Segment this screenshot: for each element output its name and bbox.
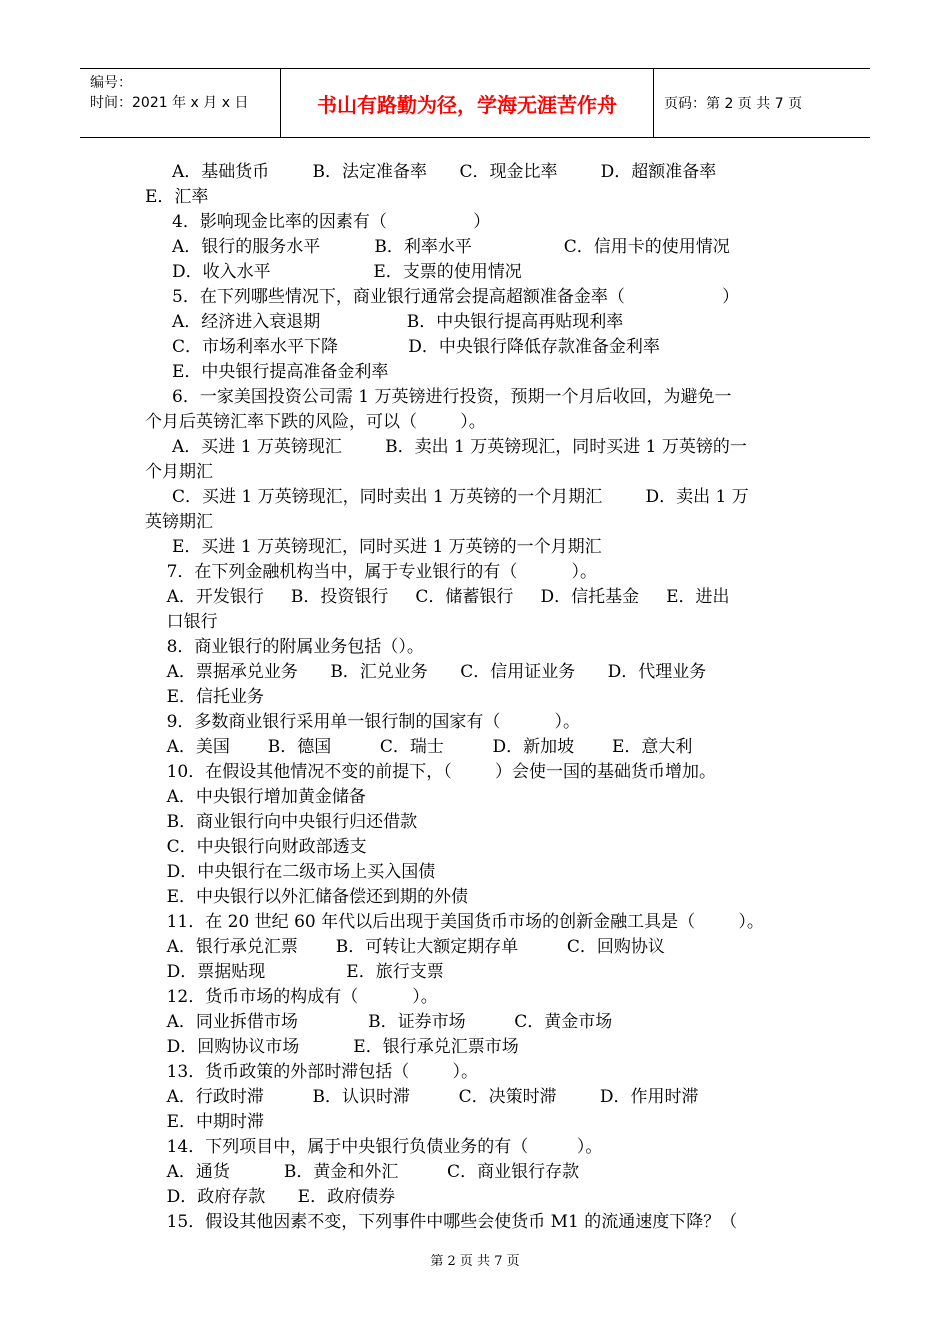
- text-line: 10．在假设其他情况不变的前提下，（ ）会使一国的基础货币增加。: [145, 762, 716, 782]
- text-line: 口银行: [145, 612, 218, 632]
- page-header: [80, 68, 870, 138]
- text-line: A．经济进入衰退期 B．中央银行提高再贴现利率: [145, 312, 624, 332]
- text-line: A．开发银行 B．投资银行 C．储蓄银行 D．信托基金 E．进出: [145, 587, 730, 607]
- text-line: 13．货币政策的外部时滞包括（ ）。: [145, 1062, 478, 1082]
- text-line: 11．在 20 世纪 60 年代以后出现于美国货币市场的创新金融工具是（ ）。: [145, 912, 764, 932]
- header-page-number: 页码：第 2 页 共 7 页: [664, 96, 803, 112]
- text-line: E．信托业务: [145, 687, 265, 707]
- text-line: A．行政时滞 B．认识时滞 C．决策时滞 D．作用时滞: [145, 1087, 699, 1107]
- header-motto: 书山有路勤为径，学海无涯苦作舟: [281, 69, 654, 137]
- text-line: E．汇率: [145, 187, 209, 207]
- text-line: D．政府存款 E．政府债券: [145, 1187, 396, 1207]
- text-line: A．基础货币 B．法定准备率 C．现金比率 D．超额准备率: [145, 162, 717, 182]
- text-line: 个月期汇: [145, 462, 213, 482]
- text-line: A．中央银行增加黄金储备: [145, 787, 366, 807]
- text-line: A．票据承兑业务 B．汇兑业务 C．信用证业务 D．代理业务: [145, 662, 707, 682]
- text-line: E．买进 1 万英镑现汇，同时买进 1 万英镑的一个月期汇: [145, 537, 602, 557]
- text-line: E．中央银行以外汇储备偿还到期的外债: [145, 887, 469, 907]
- text-line: D．中央银行在二级市场上买入国债: [145, 862, 436, 882]
- text-line: 15．假设其他因素不变，下列事件中哪些会使货币 M1 的流通速度下降？（: [145, 1212, 738, 1232]
- document-date: 时间：2021 年 x 月 x 日: [90, 95, 249, 111]
- text-line: E．中期时滞: [145, 1112, 265, 1132]
- text-line: D．回购协议市场 E．银行承兑汇票市场: [145, 1037, 519, 1057]
- page-footer: 第 2 页 共 7 页: [430, 1254, 520, 1269]
- text-line: C．买进 1 万英镑现汇，同时卖出 1 万英镑的一个月期汇 D．卖出 1 万: [145, 487, 749, 507]
- text-line: D．收入水平 E．支票的使用情况: [145, 262, 522, 282]
- text-line: 12．货币市场的构成有（ ）。: [145, 987, 438, 1007]
- text-line: C．中央银行向财政部透支: [145, 837, 367, 857]
- text-line: 9．多数商业银行采用单一银行制的国家有（ ）。: [145, 712, 580, 732]
- document-number-label: 编号：: [90, 75, 132, 91]
- text-line: A．同业拆借市场 B．证券市场 C．黄金市场: [145, 1012, 613, 1032]
- text-line: 14．下列项目中，属于中央银行负债业务的有（ ）。: [145, 1137, 603, 1157]
- header-meta: [80, 69, 281, 137]
- text-line: 英镑期汇: [145, 512, 213, 532]
- text-line: 5．在下列哪些情况下，商业银行通常会提高超额准备金率（ ）: [145, 287, 740, 307]
- text-line: A．买进 1 万英镑现汇 B．卖出 1 万英镑现汇，同时买进 1 万英镑的一: [145, 437, 747, 457]
- text-line: B．商业银行向中央银行归还借款: [145, 812, 418, 832]
- document-body: [145, 160, 810, 1235]
- text-line: 6．一家美国投资公司需 1 万英镑进行投资，预期一个月后收回，为避免一: [145, 387, 732, 407]
- text-line: E．中央银行提高准备金利率: [145, 362, 389, 382]
- text-line: A．银行承兑汇票 B．可转让大额定期存单 C．回购协议: [145, 937, 665, 957]
- text-line: 8．商业银行的附属业务包括（）。: [145, 637, 424, 657]
- text-line: 个月后英镑汇率下跌的风险，可以（ ）。: [145, 412, 486, 432]
- text-line: A．银行的服务水平 B．利率水平 C．信用卡的使用情况: [145, 237, 730, 257]
- text-line: A．美国 B．德国 C．瑞士 D．新加坡 E．意大利: [145, 737, 693, 757]
- text-line: D．票据贴现 E．旅行支票: [145, 962, 444, 982]
- text-line: A．通货 B．黄金和外汇 C．商业银行存款: [145, 1162, 580, 1182]
- text-line: 7．在下列金融机构当中，属于专业银行的有（ ）。: [145, 562, 597, 582]
- text-line: C．市场利率水平下降 D．中央银行降低存款准备金利率: [145, 337, 660, 357]
- text-line: 4．影响现金比率的因素有（ ）: [145, 212, 491, 232]
